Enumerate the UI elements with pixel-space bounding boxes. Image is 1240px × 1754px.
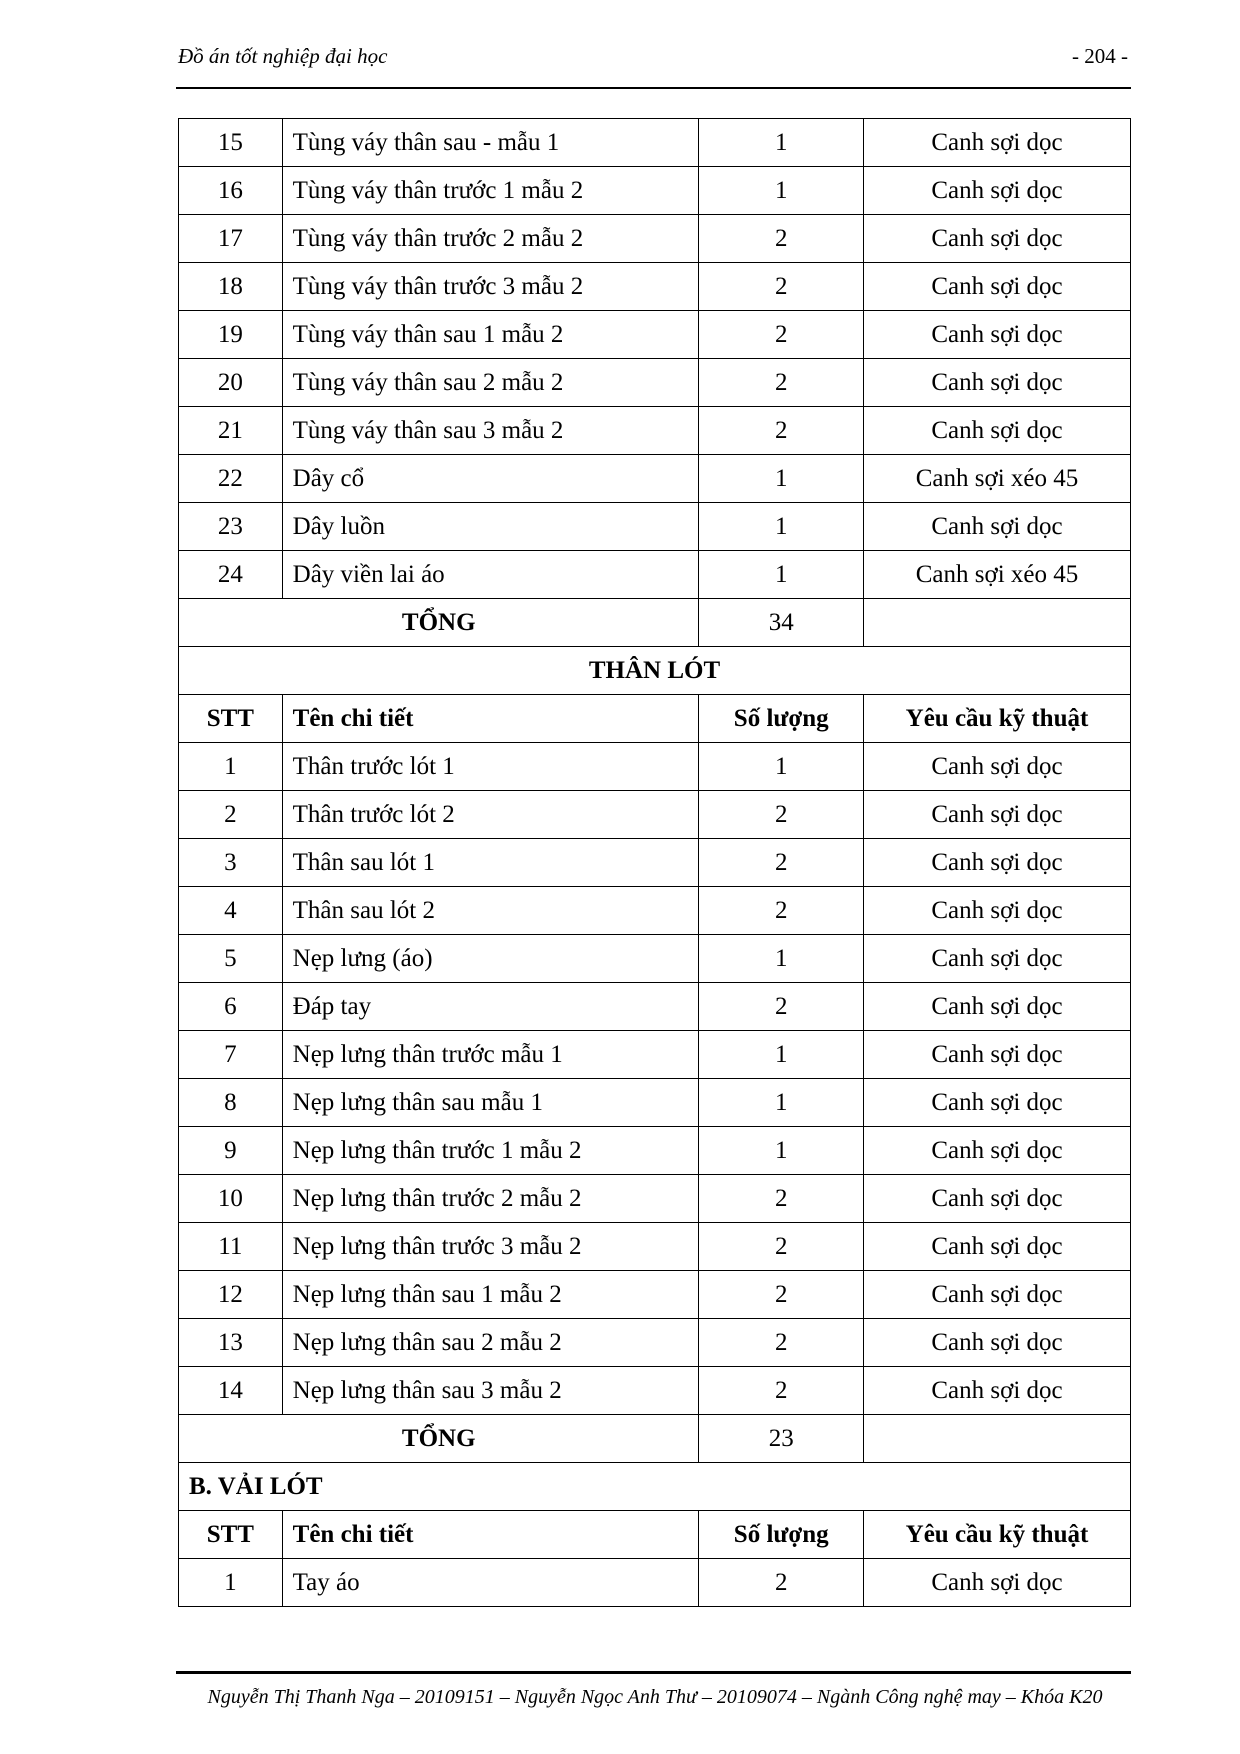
- quantity-cell: 2: [699, 887, 863, 935]
- stt-cell: 3: [179, 839, 283, 887]
- quantity-cell: 2: [699, 839, 863, 887]
- table-row: [179, 935, 1131, 983]
- stt-cell: 18: [179, 263, 283, 311]
- quantity-cell: 2: [699, 791, 863, 839]
- requirement-cell: Canh sợi dọc: [863, 311, 1130, 359]
- part-name-cell: Thân trước lót 2: [282, 791, 699, 839]
- part-name-cell: Tùng váy thân trước 3 mẫu 2: [282, 263, 699, 311]
- parts-table: [178, 118, 1131, 1607]
- stt-cell: 10: [179, 1175, 283, 1223]
- stt-cell: 8: [179, 1079, 283, 1127]
- part-name-cell: Nẹp lưng thân trước 3 mẫu 2: [282, 1223, 699, 1271]
- column-header-req: Yêu cầu kỹ thuật: [863, 695, 1130, 743]
- requirement-cell: Canh sợi dọc: [863, 887, 1130, 935]
- requirement-cell: Canh sợi dọc: [863, 1079, 1130, 1127]
- requirement-cell: Canh sợi dọc: [863, 119, 1130, 167]
- part-name-cell: Tùng váy thân sau - mẫu 1: [282, 119, 699, 167]
- requirement-cell: Canh sợi dọc: [863, 1319, 1130, 1367]
- stt-cell: 21: [179, 407, 283, 455]
- section-heading-vai-lot: B. VẢI LÓT: [179, 1463, 1131, 1511]
- quantity-cell: 1: [699, 1079, 863, 1127]
- part-name-cell: Nẹp lưng (áo): [282, 935, 699, 983]
- requirement-cell: Canh sợi dọc: [863, 167, 1130, 215]
- table-row: [179, 839, 1131, 887]
- requirement-cell: Canh sợi dọc: [863, 359, 1130, 407]
- quantity-cell: 2: [699, 1175, 863, 1223]
- quantity-cell: 1: [699, 503, 863, 551]
- table-row: [179, 215, 1131, 263]
- requirement-cell: Canh sợi xéo 45: [863, 551, 1130, 599]
- quantity-cell: 1: [699, 1031, 863, 1079]
- part-name-cell: Nẹp lưng thân trước mẫu 1: [282, 1031, 699, 1079]
- quantity-cell: 1: [699, 119, 863, 167]
- part-name-cell: Tùng váy thân sau 1 mẫu 2: [282, 311, 699, 359]
- stt-cell: 6: [179, 983, 283, 1031]
- quantity-cell: 1: [699, 455, 863, 503]
- requirement-cell: Canh sợi dọc: [863, 1271, 1130, 1319]
- stt-cell: 12: [179, 1271, 283, 1319]
- column-header-stt: STT: [179, 695, 283, 743]
- stt-cell: 13: [179, 1319, 283, 1367]
- part-name-cell: Nẹp lưng thân sau 3 mẫu 2: [282, 1367, 699, 1415]
- requirement-cell: Canh sợi dọc: [863, 1223, 1130, 1271]
- total-label: TỔNG: [179, 599, 699, 647]
- quantity-cell: 2: [699, 1319, 863, 1367]
- quantity-cell: 1: [699, 935, 863, 983]
- part-name-cell: Tay áo: [282, 1559, 699, 1607]
- total-row: [179, 599, 1131, 647]
- requirement-cell: Canh sợi dọc: [863, 1127, 1130, 1175]
- requirement-cell: Canh sợi dọc: [863, 743, 1130, 791]
- quantity-cell: 1: [699, 743, 863, 791]
- part-name-cell: Dây viền lai áo: [282, 551, 699, 599]
- column-header-name: Tên chi tiết: [282, 1511, 699, 1559]
- stt-cell: 20: [179, 359, 283, 407]
- total-empty-cell: [863, 1415, 1130, 1463]
- requirement-cell: Canh sợi dọc: [863, 935, 1130, 983]
- quantity-cell: 2: [699, 983, 863, 1031]
- stt-cell: 7: [179, 1031, 283, 1079]
- part-name-cell: Nẹp lưng thân trước 1 mẫu 2: [282, 1127, 699, 1175]
- table-row: [179, 1559, 1131, 1607]
- stt-cell: 5: [179, 935, 283, 983]
- header-divider: [176, 87, 1131, 89]
- quantity-cell: 1: [699, 167, 863, 215]
- table-row: [179, 1223, 1131, 1271]
- requirement-cell: Canh sợi xéo 45: [863, 455, 1130, 503]
- part-name-cell: Tùng váy thân trước 2 mẫu 2: [282, 215, 699, 263]
- stt-cell: 2: [179, 791, 283, 839]
- stt-cell: 23: [179, 503, 283, 551]
- quantity-cell: 2: [699, 407, 863, 455]
- requirement-cell: Canh sợi dọc: [863, 1367, 1130, 1415]
- table-row: [179, 1175, 1131, 1223]
- column-header-qty: Số lượng: [699, 1511, 863, 1559]
- stt-cell: 1: [179, 743, 283, 791]
- requirement-cell: Canh sợi dọc: [863, 839, 1130, 887]
- stt-cell: 4: [179, 887, 283, 935]
- requirement-cell: Canh sợi dọc: [863, 983, 1130, 1031]
- quantity-cell: 2: [699, 263, 863, 311]
- section-heading-than-lot: THÂN LÓT: [179, 647, 1131, 695]
- part-name-cell: Nẹp lưng thân sau 2 mẫu 2: [282, 1319, 699, 1367]
- requirement-cell: Canh sợi dọc: [863, 407, 1130, 455]
- total-row: [179, 1415, 1131, 1463]
- table-row: [179, 1367, 1131, 1415]
- stt-cell: 14: [179, 1367, 283, 1415]
- part-name-cell: Tùng váy thân sau 2 mẫu 2: [282, 359, 699, 407]
- total-label: TỔNG: [179, 1415, 699, 1463]
- table-row: [179, 887, 1131, 935]
- column-header-row: [179, 1511, 1131, 1559]
- quantity-cell: 2: [699, 1223, 863, 1271]
- part-name-cell: Tùng váy thân sau 3 mẫu 2: [282, 407, 699, 455]
- part-name-cell: Dây luồn: [282, 503, 699, 551]
- table-row: [179, 1127, 1131, 1175]
- stt-cell: 17: [179, 215, 283, 263]
- page-footer: Nguyễn Thị Thanh Nga – 20109151 – Nguyễn Ngọc Anh Thư – 20109074 – Ngành Công nghệ may – Khóa K20: [207, 1686, 1103, 1708]
- table-row: [179, 1031, 1131, 1079]
- part-name-cell: Thân trước lót 1: [282, 743, 699, 791]
- column-header-qty: Số lượng: [699, 695, 863, 743]
- quantity-cell: 1: [699, 551, 863, 599]
- requirement-cell: Canh sợi dọc: [863, 503, 1130, 551]
- quantity-cell: 2: [699, 1271, 863, 1319]
- requirement-cell: Canh sợi dọc: [863, 1559, 1130, 1607]
- quantity-cell: 2: [699, 1559, 863, 1607]
- part-name-cell: Đáp tay: [282, 983, 699, 1031]
- part-name-cell: Dây cổ: [282, 455, 699, 503]
- part-name-cell: Tùng váy thân trước 1 mẫu 2: [282, 167, 699, 215]
- stt-cell: 15: [179, 119, 283, 167]
- parts-table-body: [179, 119, 1131, 1607]
- page-header: [178, 44, 1128, 74]
- total-value: 23: [699, 1415, 863, 1463]
- part-name-cell: Nẹp lưng thân trước 2 mẫu 2: [282, 1175, 699, 1223]
- table-row: [179, 407, 1131, 455]
- total-value: 34: [699, 599, 863, 647]
- column-header-stt: STT: [179, 1511, 283, 1559]
- quantity-cell: 2: [699, 359, 863, 407]
- section-heading-row: [179, 647, 1131, 695]
- section-heading-row: [179, 1463, 1131, 1511]
- table-row: [179, 743, 1131, 791]
- table-row: [179, 1271, 1131, 1319]
- part-name-cell: Nẹp lưng thân sau mẫu 1: [282, 1079, 699, 1127]
- document-title: Đồ án tốt nghiệp đại học: [178, 44, 388, 68]
- stt-cell: 19: [179, 311, 283, 359]
- table-row: [179, 167, 1131, 215]
- stt-cell: 16: [179, 167, 283, 215]
- column-header-name: Tên chi tiết: [282, 695, 699, 743]
- stt-cell: 11: [179, 1223, 283, 1271]
- total-empty-cell: [863, 599, 1130, 647]
- table-row: [179, 1079, 1131, 1127]
- requirement-cell: Canh sợi dọc: [863, 791, 1130, 839]
- table-row: [179, 455, 1131, 503]
- table-row: [179, 263, 1131, 311]
- requirement-cell: Canh sợi dọc: [863, 1175, 1130, 1223]
- quantity-cell: 2: [699, 1367, 863, 1415]
- requirement-cell: Canh sợi dọc: [863, 1031, 1130, 1079]
- table-row: [179, 1319, 1131, 1367]
- table-row: [179, 503, 1131, 551]
- table-row: [179, 119, 1131, 167]
- part-name-cell: Thân sau lót 2: [282, 887, 699, 935]
- table-row: [179, 983, 1131, 1031]
- table-row: [179, 359, 1131, 407]
- stt-cell: 24: [179, 551, 283, 599]
- stt-cell: 9: [179, 1127, 283, 1175]
- page-number: - 204 -: [1072, 44, 1128, 68]
- table-row: [179, 311, 1131, 359]
- requirement-cell: Canh sợi dọc: [863, 263, 1130, 311]
- table-row: [179, 551, 1131, 599]
- part-name-cell: Thân sau lót 1: [282, 839, 699, 887]
- column-header-req: Yêu cầu kỹ thuật: [863, 1511, 1130, 1559]
- requirement-cell: Canh sợi dọc: [863, 215, 1130, 263]
- quantity-cell: 2: [699, 215, 863, 263]
- stt-cell: 22: [179, 455, 283, 503]
- part-name-cell: Nẹp lưng thân sau 1 mẫu 2: [282, 1271, 699, 1319]
- quantity-cell: 1: [699, 1127, 863, 1175]
- footer-divider: [176, 1671, 1131, 1674]
- column-header-row: [179, 695, 1131, 743]
- stt-cell: 1: [179, 1559, 283, 1607]
- table-row: [179, 791, 1131, 839]
- quantity-cell: 2: [699, 311, 863, 359]
